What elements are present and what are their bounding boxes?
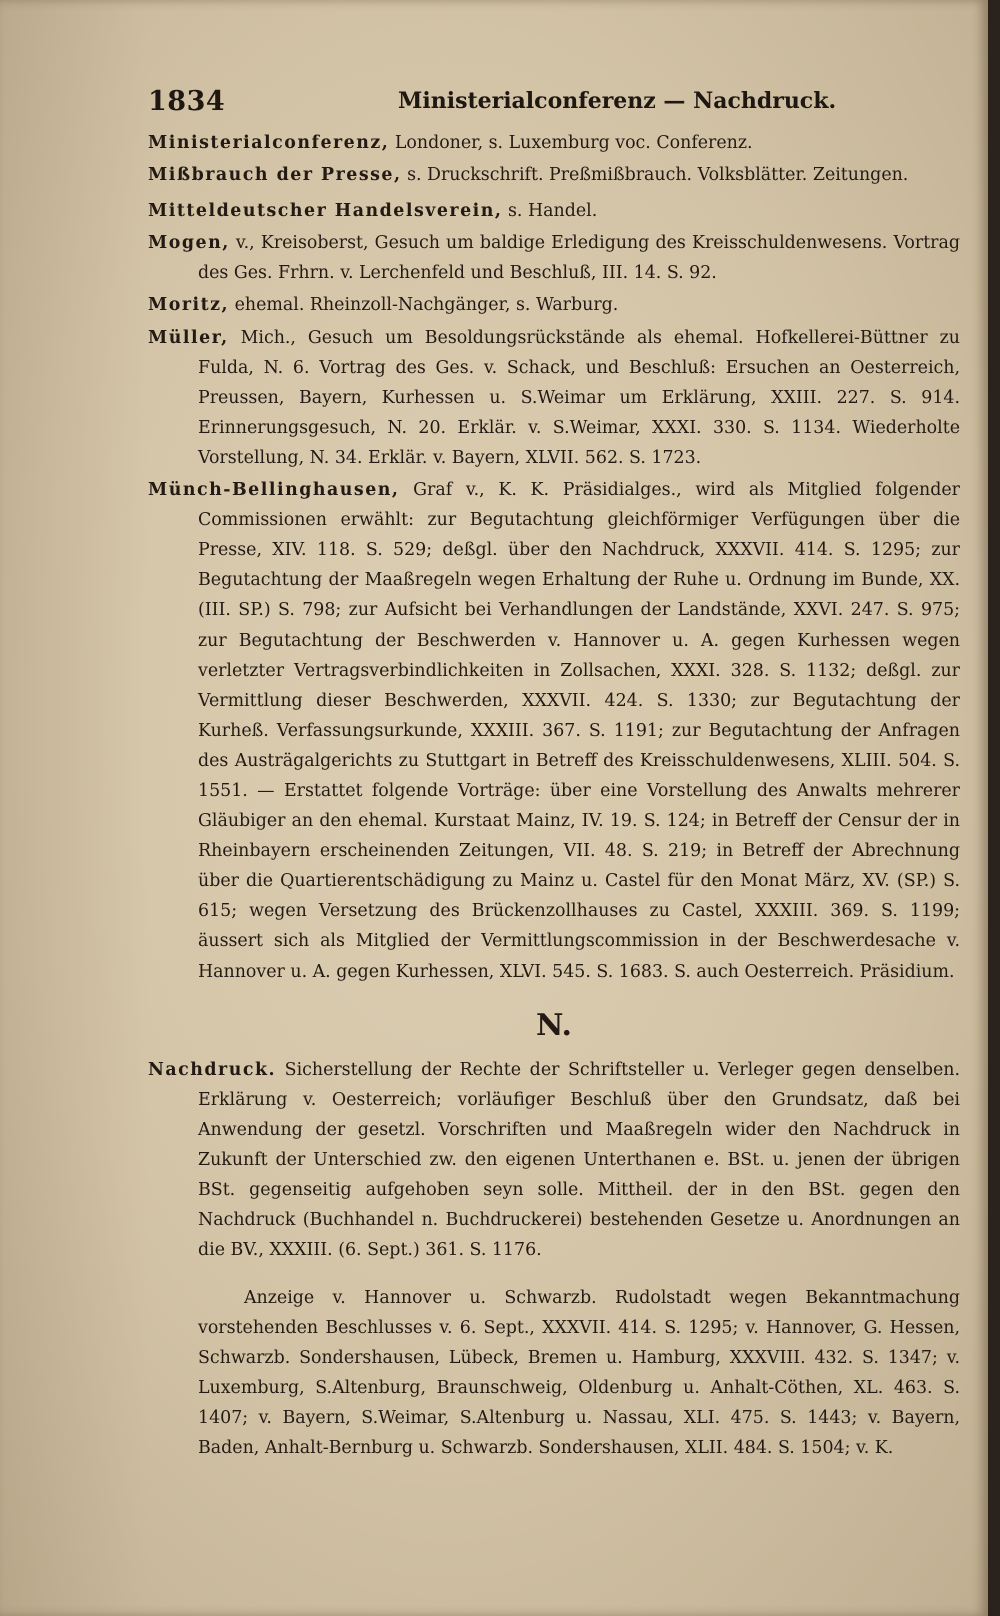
entry-lemma: Moritz,: [148, 295, 230, 316]
entry-lemma: Müller,: [148, 327, 229, 348]
index-entry-mueller: [148, 323, 960, 473]
entry-lemma: Mißbrauch der Presse,: [148, 165, 402, 186]
entry-text: Londoner, s. Luxemburg voc. Conferenz.: [389, 133, 753, 153]
index-entry-mogen: [148, 228, 960, 288]
entry-text: s. Handel.: [502, 201, 598, 222]
page-number: 1834: [148, 86, 226, 117]
index-content: [148, 128, 960, 1481]
entry-text: v., Kreisoberst, Gesuch um baldige Erledigung des Kreisschuldenwesens. Vortrag des Ges. Frhrn. v. Lerchenfeld und Beschluß, III. 14. S. 92.: [198, 233, 960, 284]
index-entry-nachdruck: [148, 1055, 960, 1266]
page-header: [148, 86, 928, 122]
entry-text: ehemal. Rheinzoll-Nachgänger, s. Warburg.: [229, 295, 619, 316]
entry-lemma: Mogen,: [148, 233, 230, 254]
running-head: Ministerialconferenz — Nachdruck.: [398, 88, 837, 114]
entry-text: s. Druckschrift. Preßmißbrauch. Volksblätter. Zeitungen.: [401, 165, 909, 186]
entry-lemma: Ministerialconferenz,: [148, 133, 390, 153]
entry-text: Graf v., K. K. Präsidialges., wird als Mitglied folgender Commissionen erwählt: zur Begutachtung gleichförmiger Verfügungen über die Presse, XIV. 118. S. 529; deßgl. über den Nachdruck, XXXVII. 414. S. 1295; zur Begutachtung der Maaßregeln wegen Erhaltung der Ruhe u. Ordnung im Bunde, XX. (III. SP.) S. 798; zur Aufsicht bei Verhandlungen der Landstände, XXVI. 247. S. 975; zur Begutachtung der Beschwerden v. Hannover u. A. gegen Kurhessen wegen verletzter Vertragsverbindlichkeiten in Zollsachen, XXXI. 328. S. 1132; deßgl. zur Vermittlung dieser Beschwerden, XXXVII. 424. S. 1330; zur Begutachtung der Kurheß. Verfassungsurkunde, XXXIII. 367. S. 1191; zur Begutachtung der Anfragen des Austrägalgerichts zu Stuttgart in Betreff des Kreisschuldenwesens, XLIII. 504. S. 1551. — Erstattet folgende Vorträge: über eine Vorstellung des Anwalts mehrerer Gläubiger an den ehemal. Kurstaat Mainz, IV. 19. S. 124; in Betreff der Censur der in Rheinbayern erscheinenden Zeitungen, VII. 48. S. 219; in Betreff der Abrechnung über die Quartierentschädigung zu Mainz u. Castel für den Monat März, XV. (SP.) S. 615; wegen Versetzung des Brückenzollhauses zu Castel, XXXIII. 369. S. 1199; äussert sich als Mitglied der Vermittlungscommission in der Beschwerdesache v. Hannover u. A. gegen Kurhessen, XLVI. 545. S. 1683. S. auch Oesterreich. Präsidium.: [198, 480, 960, 982]
index-entry-moritz: [148, 290, 960, 320]
entry-lemma: Münch-Bellinghausen,: [148, 480, 400, 501]
nachdruck-continuation: [148, 1283, 960, 1464]
entry-lemma: Nachdruck.: [148, 1059, 277, 1080]
entry-text: Mich., Gesuch um Besoldungsrückstände als ehemal. Hofkellerei-Büttner zu Fulda, N. 6. Vortrag des Ges. v. Schack, und Beschluß: Ersuchen an Oesterreich, Preussen, Bayern, Kurhessen u. S.Weimar um Erklärung, XXIII. 227. S. 914. Erinnerungsgesuch, N. 20. Erklär. v. S.Weimar, XXXI. 330. S. 1134. Wiederholte Vorstellung, N. 34. Erklär. v. Bayern, XLVII. 562. S. 1723.: [198, 327, 960, 468]
section-letter-n: N.: [536, 1007, 572, 1043]
index-entry-muench-bellinghausen: [148, 475, 960, 987]
page-edge-shadow: [0, 0, 148, 1616]
entry-lemma: Mitteldeutscher Handelsverein,: [148, 201, 503, 222]
index-entry-ministerialconferenz: [148, 128, 960, 158]
entry-text: Sicherstellung der Rechte der Schriftsteller u. Verleger gegen denselben. Erklärung v. Oesterreich; vorläufiger Beschluß über den Grundsatz, daß bei Anwendung der gesetzl. Vorschriften und Maaßregeln wider den Nachdruck in Zukunft der Unterschied zw. den eigenen Unterthanen e. BSt. u. jenen der übrigen BSt. gegenseitig aufgehoben seyn solle. Mittheil. der in den BSt. gegen den Nachdruck (Buchhandel n. Buchdruckerei) bestehenden Gesetze u. Anordnungen an die BV., XXXIII. (6. Sept.) 361. S. 1176.: [198, 1059, 960, 1261]
continuation-text: Anzeige v. Hannover u. Schwarzb. Rudolstadt wegen Bekanntmachung vorstehenden Beschlusses v. 6. Sept., XXXVII. 414. S. 1295; v. Hannover, G. Hessen, Schwarzb. Sondershausen, Lübeck, Bremen u. Hamburg, XXXVIII. 432. S. 1347; v. Luxemburg, S.Altenburg, Braunschweig, Oldenburg u. Anhalt-Cöthen, XL. 463. S. 1407; v. Bayern, S.Weimar, S.Altenburg u. Nassau, XLI. 475. S. 1443; v. Bayern, Baden, Anhalt-Bernburg u. Schwarzb. Sondershausen, XLII. 484. S. 1504; v. K.: [198, 1287, 960, 1459]
index-entry-mitteldeutscher: [148, 196, 960, 226]
index-entry-missbrauch: [148, 160, 960, 190]
